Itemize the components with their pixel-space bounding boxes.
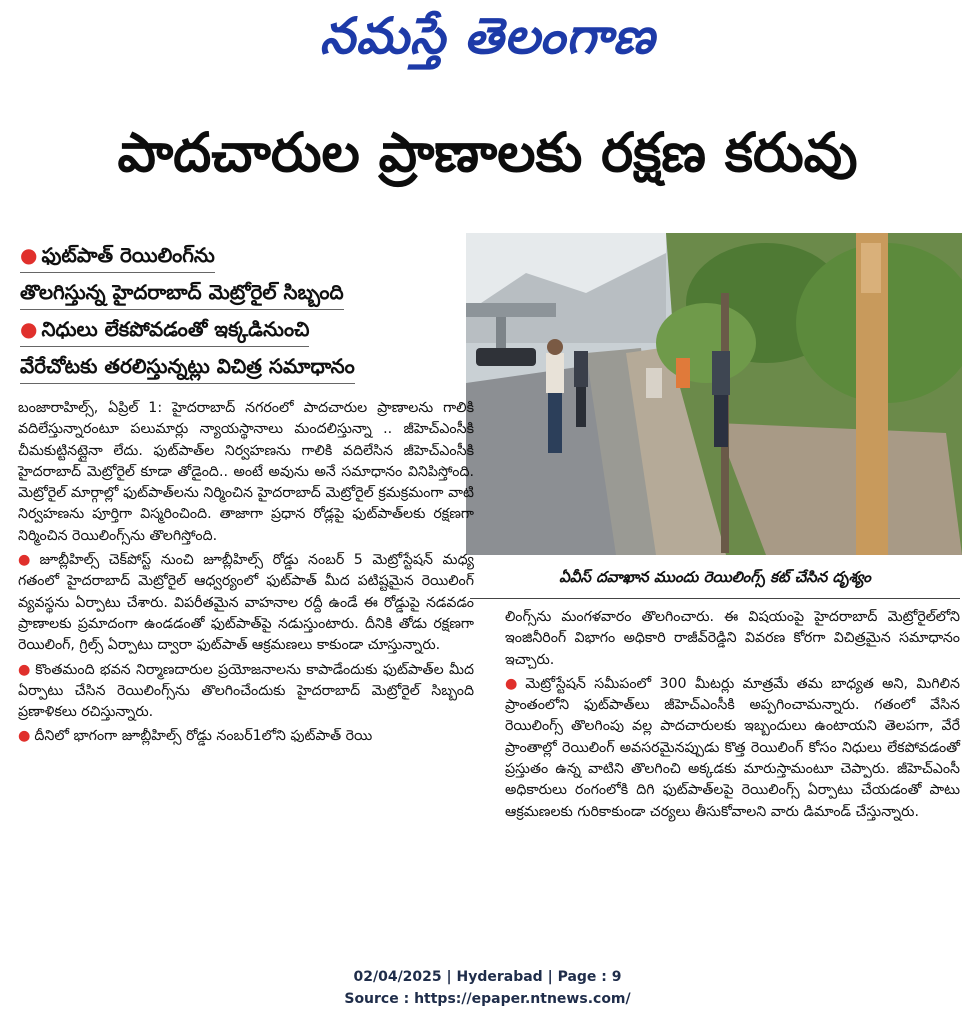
headline: పాదచారుల ప్రాణాలకు రక్షణ కరువు: [117, 121, 858, 184]
photo-caption: ఏవీస్ దవాఖాన ముందు రెయిలింగ్స్ కట్ చేసిన దృశ్యం: [470, 560, 960, 599]
bullet-icon: ●: [20, 243, 38, 267]
masthead: [0, 0, 975, 78]
bullet-icon: ●: [505, 675, 522, 692]
bullet-icon: ●: [20, 317, 38, 341]
page-footer: [0, 966, 975, 1010]
source-link: Source : https://epaper.ntnews.com/: [344, 991, 631, 1007]
bullet-icon: ●: [18, 728, 31, 745]
bullet-icon: ●: [18, 661, 32, 678]
subheading-3: ● నిధులు లేకపోవడంతో ఇక్కడినుంచి: [20, 314, 309, 347]
subheading-2: తొలగిస్తున్న హైదరాబాద్ మెట్రోరైల్ సిబ్బంది: [20, 277, 344, 310]
paragraph: ● మెట్రోస్టేషన్ సమీపంలో 300 మీటర్లు మాత్రమే తమ బాధ్యత అని, మిగిలిన ప్రాంతంలోని ఫుట్‌పాత్‌లు జీహెచ్‌ఎంసీకి అప్పగించామన్నారు. గతంలో వేసిన రెయిలింగ్స్ తొలగింపు వల్ల పాదచారులకు ఇబ్బందులు ఉంటాయని తెలపగా, వేరే ప్రాంతాల్లో రెయిలింగ్ అవసరమైనప్పుడు కొత్త రెయిలింగ్ కోసం నిధులు లేకపోవడంతో ప్రస్తుతం ఉన్న వాటిని తొలగించి అక్కడకు మారుస్తామంటూ చెప్పారు. జీహెచ్‌ఎంసీ అధికారులు రంగంలోకి దిగి ఫుట్‌పాత్‌లపై రెయిలింగ్స్ ఏర్పాటు చేయడంతో పాటు ఆక్రమణలకు గురికాకుండా చర్యలు తీసుకోవాలని వారు డిమాండ్ చేస్తున్నారు.: [505, 675, 960, 820]
edition-info: 02/04/2025 | Hyderabad | Page : 9: [353, 969, 622, 985]
article-column-1: [18, 398, 474, 751]
paragraph: ● దీనిలో భాగంగా జూబ్లీహిల్స్ రోడ్డు నంబర్1లోని ఫుట్‌పాత్ రెయి: [18, 728, 373, 745]
subheading-1: ● ఫుట్‌పాత్ రెయిలింగ్‌ను: [20, 240, 215, 273]
paragraph: లింగ్స్‌ను మంగళవారం తొలగించారు. ఈ విషయంపై హైదరాబాద్ మెట్రోరైల్‌లోని ఇంజినీరింగ్ విభాగం అధికారి రాజీవ్‌రెడ్డిని వివరణ కోరగా విచిత్రమైన సమాధానం ఇచ్చారు.: [505, 609, 960, 668]
bullet-icon: ●: [18, 552, 36, 569]
paragraph: ● కొంతమంది భవన నిర్మాణదారుల ప్రయోజనాలను కాపాడేందుకు ఫుట్‌పాత్‌ల మీద ఏర్పాటు చేసిన రెయిలింగ్స్‌ను తొలగించేందుకు హైదరాబాద్ మెట్రోరైల్ సిబ్బంది ప్రణాళికలు రచిస్తున్నారు.: [18, 661, 474, 721]
paragraph: బంజారాహిల్స్, ఏప్రిల్ 1: హైదరాబాద్ నగరంలో పాదచారుల ప్రాణాలను గాలికి వదిలేస్తున్నారంటూ పలుమార్లు న్యాయస్థానాలు మందలిస్తున్నా .. జీహెచ్‌ఎంసీకి చీమకుట్టినట్లైనా లేదు. ఫుట్‌పాత్‌ల నిర్వహణను గాలికి వదిలేసిన జీహెచ్‌ఎంసీకి హైదరాబాద్ మెట్రోరైల్ కూడా తోడైంది.. అంటే అవును అనే సమాధానం వినిపిస్తోంది. మెట్రోరైల్ మార్గాల్లో ఫుట్‌పాత్‌లను నిర్మించిన హైదరాబాద్ మెట్రోరైల్ క్రమక్రమంగా వాటి నిర్వహణను పూర్తిగా విస్మరించింది. తాజాగా ప్రధాన రోడ్లపై ఫుట్‌పాత్‌లకు రక్షణగా నిర్మించిన రెయిలింగ్స్‌ను తొలగిస్తోంది.: [18, 400, 474, 544]
newspaper-logo-title: నమస్తే తెలంగాణ: [319, 6, 656, 65]
paragraph: ● జూబ్లీహిల్స్ చెక్‌పోస్ట్ నుంచి జూబ్లీహిల్స్ రోడ్డు నంబర్ 5 మెట్రోస్టేషన్ మధ్య గతంలో హైదరాబాద్ మెట్రోరైల్ ఆధ్వర్యంలో ఫుట్‌పాత్ మీద పటిష్టమైన రెయిలింగ్ వ్యవస్థను ఏర్పాటు చేశారు. విపరీతమైన వాహనాల రద్దీ ఉండే ఈ రోడ్డుపై నడవడం ప్రాణాలకు ప్రమాదంగా ఉండడంతో ఫుట్‌పాత్‌పై నడుస్తుంటారు. దీనికి తోడు రక్షణగా రెయిలింగ్, గ్రిల్స్ ఏర్పాటు ద్వారా ఫుట్‌పాత్ ఆక్రమణలు కాకుండా చూస్తున్నారు.: [18, 552, 474, 654]
article-column-2: [505, 607, 960, 826]
subheadings: [20, 240, 460, 388]
news-photo: [466, 233, 962, 555]
subheading-4: వేరేచోటకు తరలిస్తున్నట్లు విచిత్ర సమాధానం: [20, 351, 355, 384]
footpath-railing-photo: [466, 233, 962, 555]
